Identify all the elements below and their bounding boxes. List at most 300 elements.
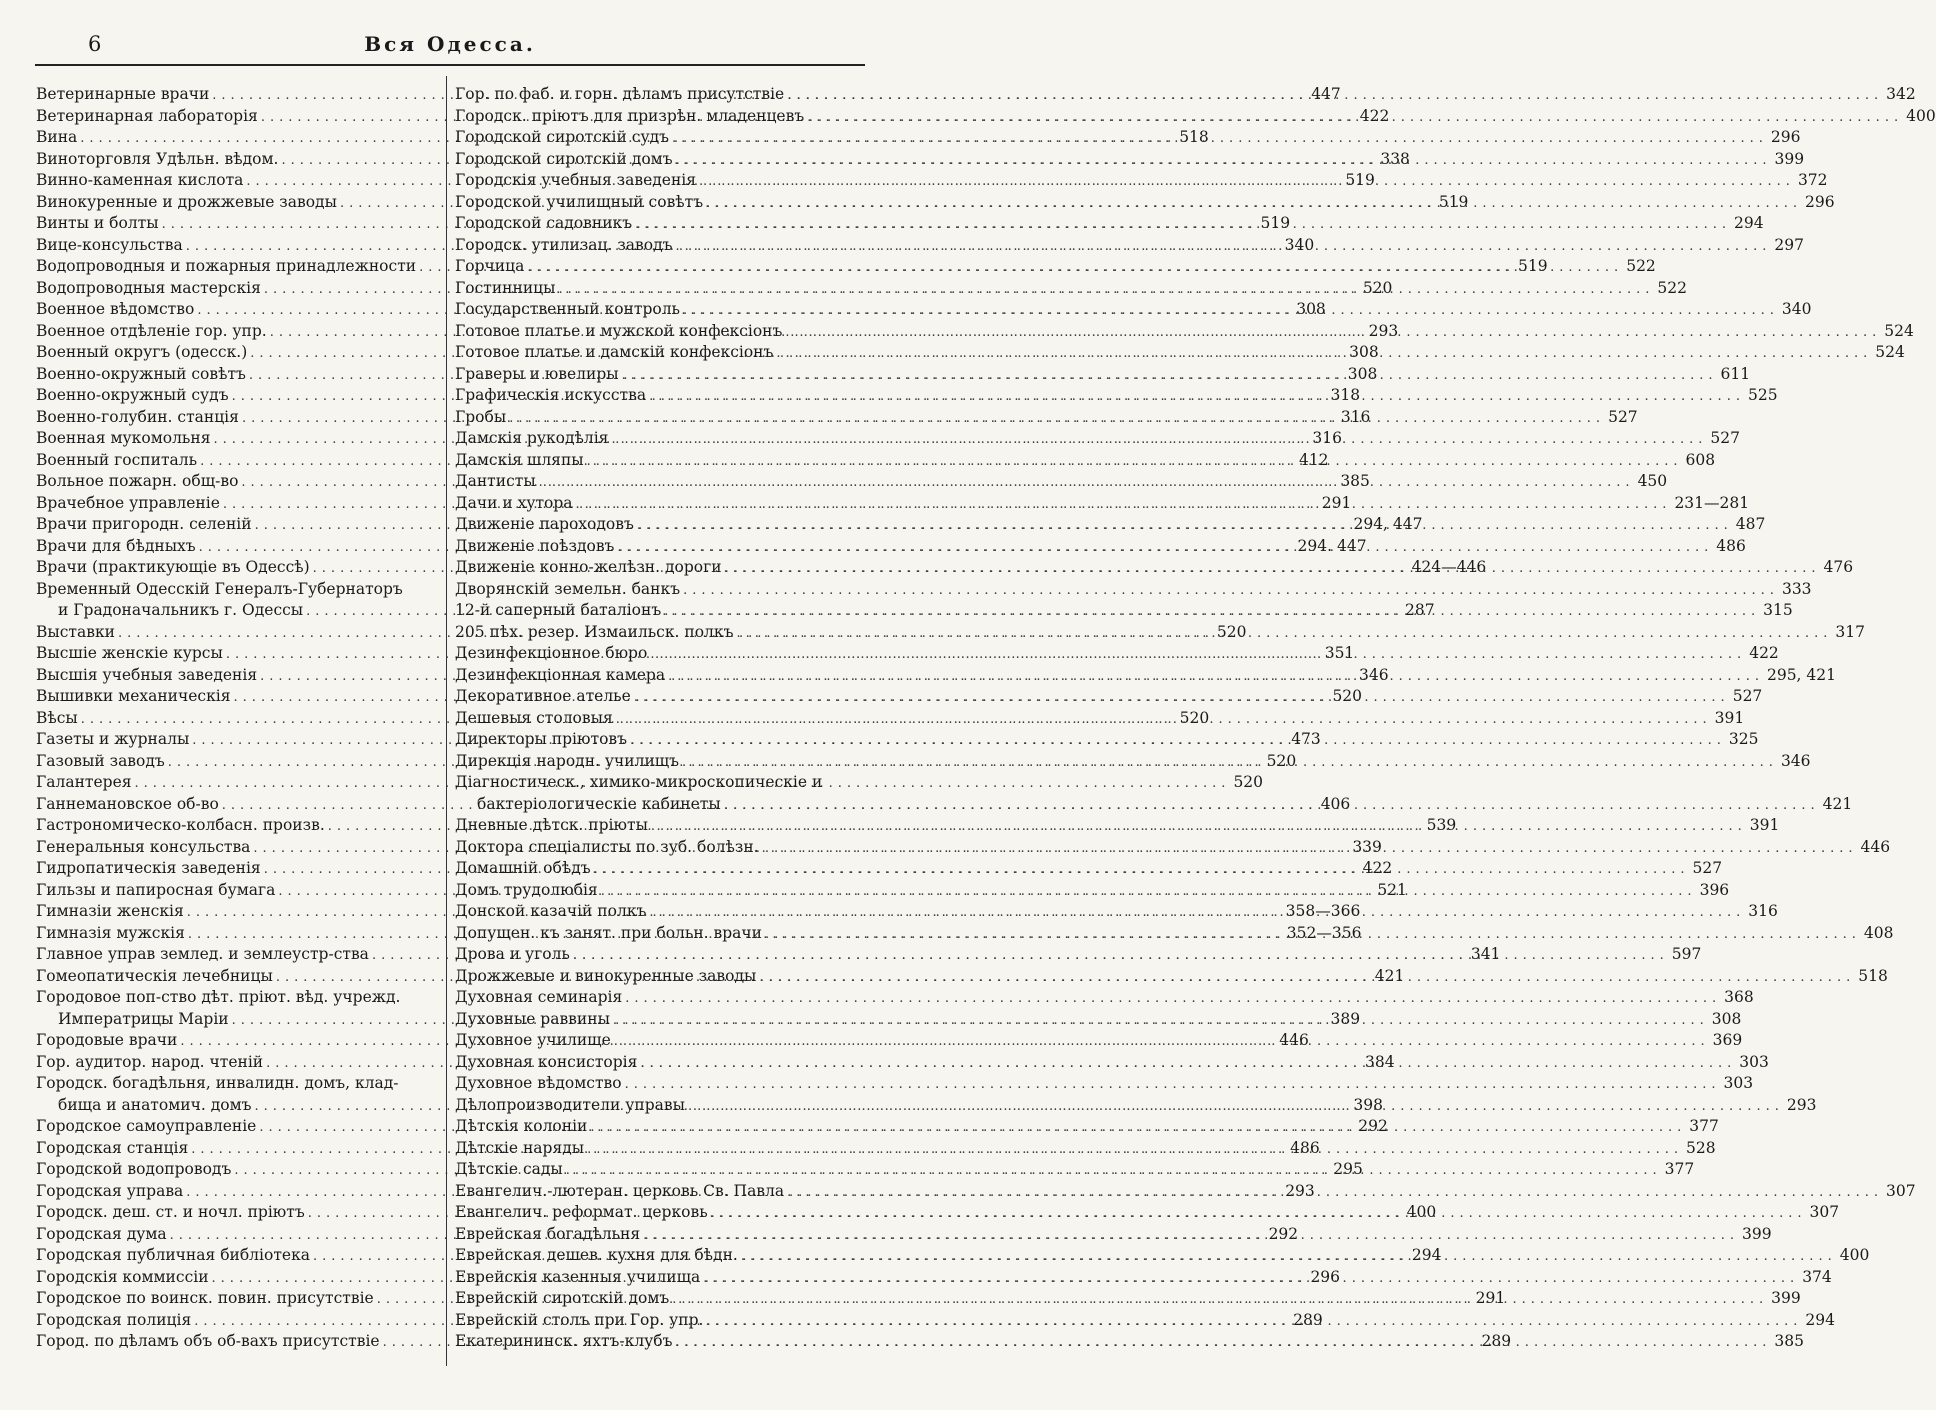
entry-pages: 303 — [1739, 1052, 1769, 1071]
entry-title: Врачи пригородн. селеній — [36, 515, 252, 533]
entry-pages: 527 — [1710, 429, 1740, 447]
entry-pages: 487 — [1735, 515, 1766, 533]
entry-title: Дамскія рукодѣлія — [455, 429, 609, 447]
entry-pages: 289 — [1293, 1310, 1323, 1329]
leader-dots — [617, 537, 1713, 559]
entry-pages: 520 — [1233, 773, 1264, 791]
entry-pages: 346 — [1780, 751, 1811, 770]
entry-title: Военно-голубин. станція — [36, 407, 239, 426]
leader-dots — [688, 1096, 1784, 1118]
leader-dots — [759, 967, 1855, 989]
entry-pages: 524 — [1875, 343, 1905, 361]
entry-title: Гимназія мужскія — [36, 923, 185, 942]
entry-title: Дѣтскіе наряды — [455, 1138, 585, 1157]
entry-title: Город. по дѣламъ объ об-вахъ присутствіе — [36, 1332, 380, 1350]
entry-title: Временный Одесскій Генералъ-Губернаторъ — [36, 579, 403, 598]
entry-pages: 486 — [1716, 536, 1746, 555]
entry-title: Ганнемановское об-во — [36, 794, 219, 813]
entry-title: Дезинфекціонное бюро — [455, 644, 648, 662]
entry-pages: 520 — [1179, 708, 1210, 727]
entry-pages: 422 — [1362, 859, 1393, 877]
entry-pages: 473 — [1291, 730, 1321, 748]
entry-title: Государственный контроль — [455, 300, 680, 318]
entry-pages: 400 — [1406, 1203, 1437, 1221]
entry-pages: 318 — [1330, 386, 1361, 404]
entry-title: Дантисты — [455, 472, 536, 490]
leader-dots — [590, 1117, 1686, 1139]
entry-pages: 597 — [1671, 945, 1702, 963]
leader-dots — [613, 1010, 1709, 1032]
entry-title: Вѣсы — [36, 708, 78, 727]
entry-pages: 520 — [1266, 751, 1297, 770]
leader-dots — [611, 429, 1707, 451]
entry-title: Городской водопроводъ — [36, 1160, 232, 1178]
leader-dots — [614, 1031, 1710, 1053]
entry-pages: 295, 421 — [1766, 665, 1836, 684]
entry-pages: 294 — [1805, 1310, 1835, 1329]
entry-pages: 368 — [1724, 988, 1754, 1006]
entry-pages: 296 — [1770, 128, 1801, 146]
entry-title: Гор. аудитор. народ. чтеній — [36, 1052, 264, 1071]
leader-dots — [682, 752, 1778, 774]
entry-pages: 421 — [1374, 966, 1405, 985]
entry-title: Гидропатическія заведенія — [36, 859, 261, 877]
leader-dots — [736, 623, 1832, 645]
leader-dots — [649, 902, 1745, 924]
entry-title: Городскія учебныя заведенія — [455, 171, 697, 189]
leader-dots — [724, 795, 1820, 817]
entry-title: Городская публичная библіотека — [36, 1246, 310, 1264]
entry-pages: 412 — [1298, 450, 1329, 469]
entry-pages: 527 — [1732, 687, 1763, 705]
entry-title: Доктора спеціалисты по зуб. болѣзн. — [455, 837, 759, 856]
leader-dots — [594, 859, 1690, 881]
entry-title: Императрицы Маріи — [58, 1009, 229, 1028]
entry-title: Дѣлопроизводители управы — [455, 1095, 685, 1114]
entry-title: 205 пѣх. резер. Измаильск. полкъ — [455, 622, 734, 641]
entry-title: Военно-окружный совѣтъ — [36, 364, 246, 383]
entry-pages: 294, 447 — [1353, 515, 1423, 533]
entry-title: Дирекція народн. училищъ — [455, 751, 680, 770]
entry-pages: 317 — [1835, 622, 1865, 641]
entry-title: Ветеринарные врачи — [36, 85, 210, 103]
entry-pages: 519 — [1438, 192, 1469, 211]
leader-dots — [703, 1268, 1799, 1290]
entry-title: Военное отдѣленіе гор. упр. — [36, 321, 267, 340]
entry-pages: 421 — [1822, 794, 1853, 813]
entry-title: Гостинницы — [455, 278, 556, 297]
entry-pages: 422 — [1359, 106, 1390, 125]
entry-pages: 294 — [1733, 214, 1764, 232]
entry-title: Водопроводныя мастерскія — [36, 278, 261, 297]
entry-pages: 289 — [1481, 1332, 1512, 1350]
leader-dots — [587, 451, 1683, 473]
entry-pages: 351 — [1324, 644, 1355, 662]
leader-dots — [683, 300, 1779, 322]
entry-title: Домъ трудолюбія — [455, 880, 598, 899]
entry-title: Екатерининск. яхтъ-клубъ — [455, 1332, 673, 1350]
entry-title: Домашній обѣдъ — [455, 859, 591, 877]
entry-pages: 391 — [1749, 816, 1780, 834]
entry-title: Городской училищный совѣтъ — [455, 192, 704, 211]
entry-title: Ветеринарная лабораторія — [36, 106, 258, 125]
entry-title: Дрова и уголь — [455, 945, 570, 963]
leader-dots — [576, 494, 1672, 516]
entry-pages: 287 — [1405, 601, 1435, 619]
entry-pages: 374 — [1802, 1267, 1832, 1286]
entry-title: Графическія искусства — [455, 386, 647, 404]
entry-pages: 339 — [1352, 837, 1382, 856]
entry-title: Гомеопатическія лечебницы — [36, 966, 273, 985]
entry-title: Гильзы и папиросная бумага — [36, 880, 276, 899]
index-entry — [455, 579, 1812, 601]
entry-pages: 385 — [1774, 1332, 1804, 1350]
entry-pages: 308 — [1349, 343, 1379, 361]
entry-pages: 296 — [1804, 192, 1835, 211]
leader-dots — [566, 1160, 1662, 1182]
entry-pages: 450 — [1637, 472, 1668, 490]
entry-pages: 527 — [1692, 859, 1723, 877]
leader-dots — [625, 1074, 1721, 1096]
entry-title: и Градоначальникъ г. Одессы — [58, 601, 304, 619]
entry-title: Движеніе конно-желѣзн. дороги — [455, 558, 722, 576]
entry-title: Евангелич. реформат. церковь — [455, 1203, 708, 1221]
entry-pages: 325 — [1728, 730, 1759, 748]
leader-dots — [640, 1053, 1736, 1075]
entry-title: Врачи (практикующіе въ Одессѣ) — [36, 558, 310, 576]
header-rule — [35, 64, 865, 66]
entry-pages: 346 — [1359, 665, 1389, 684]
entry-title: Галантерея — [36, 773, 132, 791]
entry-title: Еврейская дешев. кухня для бѣдн. — [455, 1246, 738, 1264]
leader-dots — [634, 687, 1730, 709]
leader-dots — [741, 1246, 1837, 1268]
entry-pages: 446 — [1860, 837, 1891, 856]
entry-title: Городская станція — [36, 1138, 189, 1157]
leader-dots — [706, 193, 1802, 215]
entry-title: Гор. по фаб. и горн. дѣламъ присутствіе — [455, 85, 785, 103]
entry-pages: 424—446 — [1411, 558, 1487, 576]
leader-dots — [776, 343, 1872, 365]
leader-dots — [785, 322, 1881, 344]
entry-pages: 396 — [1699, 880, 1730, 899]
leader-dots — [725, 558, 1821, 580]
entry-pages: 422 — [1749, 644, 1779, 662]
entry-pages: 520 — [1216, 622, 1247, 641]
entry-title: Дешевыя столовыя — [455, 708, 613, 727]
leader-dots — [762, 838, 1858, 860]
leader-dots — [706, 1311, 1802, 1333]
entry-pages: 519 — [1518, 257, 1548, 275]
entry-pages: 521 — [1377, 880, 1407, 899]
entry-pages: 316 — [1312, 429, 1342, 447]
entry-title: Военное вѣдомство — [36, 300, 195, 318]
entry-title: Городской сиротскій судъ — [455, 128, 669, 146]
leader-dots — [539, 472, 1635, 494]
entry-pages: 342 — [1886, 85, 1916, 103]
leader-dots — [587, 1139, 1683, 1161]
index-entry — [455, 1073, 1754, 1095]
entry-pages: 341 — [1470, 945, 1501, 963]
entry-title: Движеніе поѣздовъ — [455, 536, 615, 555]
entry-pages: 377 — [1664, 1160, 1695, 1178]
entry-title: Городское по воинск. повин. присутствіе — [36, 1289, 374, 1307]
entry-pages: 340 — [1781, 300, 1812, 318]
entry-title: Дачи и хутора — [455, 493, 573, 512]
entry-pages: 539 — [1426, 816, 1457, 834]
entry-title: бища и анатомич. домъ — [58, 1095, 252, 1114]
entry-title: Декоративное ателье — [455, 687, 631, 705]
entry-pages: 338 — [1380, 149, 1410, 168]
entry-title: Директоры пріютовъ — [455, 730, 628, 748]
entry-pages: 519 — [1260, 214, 1291, 232]
leader-dots — [668, 666, 1764, 688]
entry-title: Городская управа — [36, 1181, 184, 1200]
entry-pages: 518 — [1179, 128, 1209, 146]
entry-pages: 352—356 — [1286, 923, 1362, 942]
leader-dots — [637, 515, 1733, 537]
entry-pages: 291 — [1475, 1289, 1506, 1307]
entry-title: Еврейская богадѣльня — [455, 1224, 641, 1243]
entry-title: Газеты и журналы — [36, 730, 190, 748]
leader-dots — [649, 386, 1745, 408]
entry-title: Діагностическ., химико-микроскопическіе и — [455, 773, 823, 791]
entry-title: Донской казачій полкъ — [455, 902, 647, 920]
entry-title: Вольное пожарн. общ-во — [36, 472, 239, 490]
entry-pages: 522 — [1626, 257, 1656, 275]
leader-dots — [676, 150, 1772, 172]
entry-pages: 308 — [1296, 300, 1326, 318]
leader-dots — [601, 881, 1697, 903]
entry-pages: 297 — [1774, 235, 1804, 254]
page-number: 6 — [88, 32, 102, 56]
entry-pages: 400 — [1906, 106, 1936, 125]
entry-pages: 292 — [1268, 1224, 1299, 1243]
entry-title: Винты и болты — [36, 214, 159, 232]
entry-title: Городское самоуправленіе — [36, 1117, 257, 1135]
entry-title: Высшіе женскіе курсы — [36, 644, 223, 662]
leader-dots — [676, 236, 1772, 258]
leader-dots — [711, 1203, 1807, 1225]
entry-pages: 518 — [1858, 966, 1888, 985]
entry-title: Дворянскій земельн. банкъ — [455, 579, 681, 598]
entry-title: Дезинфекціонная камера — [455, 665, 666, 684]
entry-title: Гробы — [455, 407, 507, 426]
entry-title: Выставки — [36, 622, 115, 641]
entry-pages: 316 — [1748, 902, 1778, 920]
entry-title: Дамскія шляпы — [455, 450, 584, 469]
entry-title: Врачебное управленіе — [36, 493, 220, 512]
leader-dots — [787, 85, 1883, 107]
entry-pages: 294 — [1411, 1246, 1442, 1264]
entry-title: Главное управ землед. и землеустр-ства — [36, 945, 369, 963]
entry-pages: 524 — [1884, 321, 1914, 340]
entry-pages: 522 — [1657, 278, 1687, 297]
index-entry — [455, 987, 1754, 1009]
leader-dots — [807, 107, 1903, 129]
leader-dots — [699, 171, 1795, 193]
entry-pages: 520 — [1332, 687, 1363, 705]
entry-pages: 291 — [1321, 493, 1352, 512]
entry-pages: 384 — [1365, 1052, 1395, 1071]
leader-dots — [527, 257, 1623, 279]
entry-pages: 447 — [1311, 85, 1341, 103]
entry-pages: 303 — [1723, 1074, 1754, 1092]
entry-title: Дневные дѣтск. пріюты — [455, 816, 648, 834]
entry-title: Городской садовникъ — [455, 214, 633, 232]
entry-title: Городск. богадѣльня, инвалидн. домъ, клад- — [36, 1074, 399, 1092]
entry-title: Дѣтскіе сады — [455, 1160, 563, 1178]
entry-title: 12-й саперный баталіонъ — [455, 601, 662, 619]
entry-title: Вице-консульства — [36, 235, 183, 254]
entry-title: Газовый заводъ — [36, 751, 165, 770]
entry-pages: 476 — [1823, 558, 1854, 576]
leader-dots — [672, 128, 1768, 150]
entry-pages: 519 — [1345, 171, 1375, 189]
entry-title: Евангелич.-лютеран. церковь Св. Павла — [455, 1181, 785, 1200]
index-entry — [36, 579, 438, 601]
leader-dots — [558, 279, 1654, 301]
entry-pages: 292 — [1358, 1117, 1388, 1135]
running-title: Вся Одесса. — [364, 32, 536, 56]
entry-title: Духовное училище — [455, 1031, 611, 1049]
entry-title: Городской сиротскій домъ — [455, 149, 673, 168]
entry-pages: 408 — [1863, 923, 1894, 942]
entry-title: Городск. деш. ст. и ночл. пріютъ — [36, 1203, 305, 1221]
entry-title: Винно-каменная кислота — [36, 171, 244, 189]
entry-pages: 293 — [1285, 1181, 1315, 1200]
leader-dots — [573, 945, 1669, 967]
entry-title: Вина — [36, 128, 78, 146]
entry-pages: 358—366 — [1285, 902, 1361, 920]
entry-title: Еврейскія казенныя училища — [455, 1267, 701, 1286]
leader-dots — [635, 214, 1731, 236]
entry-pages: 398 — [1353, 1095, 1383, 1114]
entry-pages: 308 — [1347, 364, 1378, 383]
entry-title: Духовные раввины — [455, 1009, 610, 1028]
entry-title: Городск. утилизац. заводъ — [455, 235, 673, 254]
entry-pages: 340 — [1284, 235, 1315, 254]
leader-dots — [672, 1289, 1768, 1311]
entry-pages: 293 — [1786, 1095, 1817, 1114]
entry-pages: 611 — [1720, 364, 1751, 383]
entry-title: Горчица — [455, 257, 525, 275]
entry-pages: 520 — [1362, 278, 1393, 297]
leader-dots — [683, 580, 1779, 602]
entry-title: бактеріологическіе кабинеты — [477, 794, 721, 813]
entry-title: Движеніе пароходовъ — [455, 515, 634, 533]
entry-title: Гимназіи женскія — [36, 902, 184, 920]
entry-pages: 399 — [1774, 149, 1805, 168]
entry-title: Духовное вѣдомство — [455, 1074, 622, 1092]
entry-pages: 486 — [1290, 1138, 1320, 1157]
entry-title: Городская дума — [36, 1224, 167, 1243]
entry-title: Военный округъ (одесск.) — [36, 343, 248, 361]
entry-title: Готовое платье и дамскій конфексіонъ — [455, 343, 774, 361]
entry-title: Дрожжевые и винокуренные заводы — [455, 966, 757, 985]
entry-pages: 296 — [1310, 1267, 1341, 1286]
entry-title: Военная мукомольня — [36, 429, 211, 447]
leader-dots — [643, 1225, 1739, 1247]
entry-pages: 391 — [1714, 708, 1745, 727]
entry-pages: 316 — [1340, 407, 1371, 426]
leader-dots — [509, 408, 1605, 430]
entry-title: Духовная семинарія — [455, 988, 623, 1006]
entry-title: Городск. пріютъ для призрѣн. младенцевъ — [455, 106, 805, 125]
entry-title: Духовная консисторія — [455, 1052, 638, 1071]
leader-dots — [650, 644, 1746, 666]
leader-dots — [625, 988, 1721, 1010]
entry-pages: 315 — [1763, 601, 1793, 619]
entry-pages: 525 — [1747, 386, 1778, 404]
entry-pages: 399 — [1741, 1224, 1772, 1243]
page-header — [0, 30, 900, 58]
entry-title: Врачи для бѣдныхъ — [36, 536, 196, 555]
entry-pages: 528 — [1686, 1138, 1716, 1157]
index-entry — [36, 987, 438, 1009]
leader-dots — [787, 1182, 1883, 1204]
entry-title: Допущен. къ занят. при больн. врачи — [455, 923, 762, 942]
entry-title: Городская полиція — [36, 1310, 192, 1329]
entry-title: Винокуренные и дрожжевые заводы — [36, 192, 337, 211]
entry-pages: 307 — [1809, 1203, 1840, 1221]
entry-pages: 399 — [1771, 1289, 1801, 1307]
entry-pages: 406 — [1320, 794, 1351, 813]
entry-pages: 231—281 — [1674, 493, 1750, 512]
index-entry — [36, 1073, 438, 1095]
entry-title: Военный госпиталь — [36, 450, 198, 469]
entry-title: Готовое платье и мужской конфексіонъ — [455, 321, 783, 340]
entry-pages: 295 — [1333, 1160, 1363, 1178]
entry-pages: 527 — [1608, 407, 1638, 426]
entry-title: Еврейскій сиротскій домъ — [455, 1289, 670, 1307]
entry-title: Гастрономическо-колбасн. произв. — [36, 816, 325, 834]
leader-dots — [622, 365, 1718, 387]
entry-title: Дѣтскія колоніи — [455, 1117, 588, 1135]
leader-dots — [651, 816, 1747, 838]
leader-dots — [765, 924, 1861, 946]
entry-title: Виноторговля Удѣльн. вѣдом. — [36, 149, 279, 168]
entry-pages: 369 — [1712, 1031, 1743, 1049]
entry-pages: 389 — [1330, 1009, 1361, 1028]
leader-dots — [616, 709, 1712, 731]
entry-title: Генеральныя консульства — [36, 837, 251, 856]
entry-title: Еврейскій столъ при Гор. упр. — [455, 1310, 704, 1329]
index-entry — [455, 772, 868, 794]
entry-title: Высшія учебныя заведенія — [36, 665, 258, 684]
entry-pages: 293 — [1368, 321, 1399, 340]
entry-pages: 372 — [1797, 171, 1828, 189]
entry-title: Граверы и ювелиры — [455, 364, 619, 383]
entry-pages: 377 — [1689, 1117, 1719, 1135]
entry-pages: 307 — [1886, 1181, 1916, 1200]
leader-dots — [630, 730, 1726, 752]
entry-pages: 333 — [1781, 579, 1812, 598]
entry-title: Водопроводныя и пожарныя принадлежности — [36, 257, 417, 275]
entry-title: Городовое поп-ство дѣт. пріют. вѣд. учрежд. — [36, 988, 401, 1006]
entry-pages: 385 — [1340, 472, 1370, 490]
leader-dots — [664, 601, 1760, 623]
entry-title: Городскія коммиссіи — [36, 1267, 209, 1286]
entry-title: Военно-окружный судъ — [36, 386, 229, 404]
entry-pages: 608 — [1685, 450, 1716, 469]
entry-pages: 400 — [1839, 1246, 1870, 1264]
entry-pages: 294. 447 — [1297, 536, 1367, 555]
entry-pages: 446 — [1279, 1031, 1309, 1049]
entry-title: Вышивки механическія — [36, 687, 231, 705]
leader-dots — [676, 1332, 1772, 1354]
entry-title: Городовые врачи — [36, 1031, 178, 1049]
